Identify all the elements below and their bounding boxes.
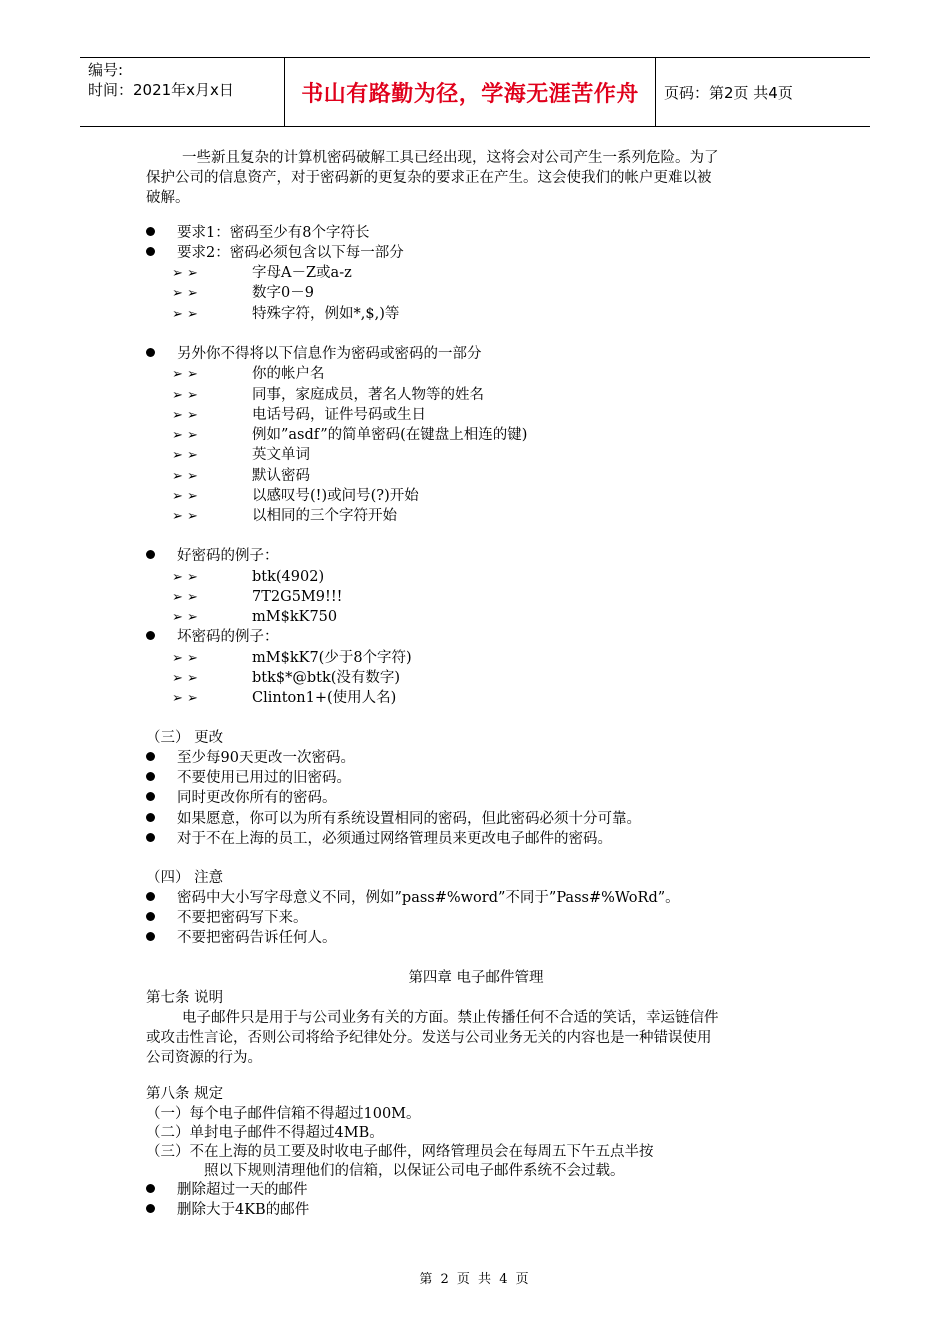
bullet-icon [146,792,155,801]
rule-item: （二）单封电子邮件不得超过4MB。 [146,1125,384,1141]
list-item: 不要把密码告诉任何人。 [146,928,337,948]
bullet-icon [146,833,155,842]
article-title: 第七条 说明 [146,990,224,1006]
bullet-icon [146,813,155,822]
sub-item: ➢ ➢ 以相同的三个字符开始 [172,506,397,527]
arrow-bullet-icon: ➢ ➢ [172,286,198,301]
list-item: 要求1：密码至少有8个字符长 [146,223,369,243]
list-item: 不要把密码写下来。 [146,908,308,928]
bullet-icon [146,892,155,901]
sub-item: ➢ ➢ 以感叹号(!)或问号(?)开始 [172,486,419,507]
sub-item: ➢ ➢ btk(4902) [172,567,324,588]
arrow-bullet-icon: ➢ ➢ [172,448,198,463]
sub-item: ➢ ➢ Clinton1+(使用人名) [172,688,396,709]
arrow-bullet-icon: ➢ ➢ [172,428,198,443]
chapter-title: 第四章 电子邮件管理 [408,970,544,986]
list-item: 不要使用已用过的旧密码。 [146,768,351,788]
sub-item: ➢ ➢ 数字0－9 [172,283,314,304]
number-label: 编号: [88,61,124,79]
arrow-bullet-icon: ➢ ➢ [172,671,198,686]
bullet-icon [146,227,155,236]
bullet-icon [146,247,155,256]
section-title: （三） 更改 [146,730,224,746]
section-title: （四） 注意 [146,870,224,886]
arrow-bullet-icon: ➢ ➢ [172,691,198,706]
rule-item-continued: 照以下规则清理他们的信箱，以保证公司电子邮件系统不会过载。 [204,1163,625,1179]
list-item: 至少每90天更改一次密码。 [146,748,355,768]
list-item: 同时更改你所有的密码。 [146,788,337,808]
arrow-bullet-icon: ➢ ➢ [172,469,198,484]
header-meta [88,60,288,100]
sub-item: ➢ ➢ 例如”asdf”的简单密码(在键盘上相连的键) [172,425,527,446]
arrow-bullet-icon: ➢ ➢ [172,388,198,403]
intro-line: 一些新且复杂的计算机密码破解工具已经出现，这将会对公司产生一系列危险。为了 [182,150,719,166]
list-item: 删除大于4KB的邮件 [146,1200,309,1220]
arrow-bullet-icon: ➢ ➢ [172,651,198,666]
time-label: 时间：2021年x月x日 [88,81,234,99]
list-item: 好密码的例子： [146,546,279,566]
intro-line: 破解。 [146,190,190,206]
arrow-bullet-icon: ➢ ➢ [172,509,198,524]
list-item: 对于不在上海的员工，必须通过网络管理员来更改电子邮件的密码。 [146,829,612,849]
list-item: 另外你不得将以下信息作为密码或密码的一部分 [146,344,482,364]
sub-item: ➢ ➢ mM$kK7(少于8个字符) [172,648,412,669]
list-item: 如果愿意，你可以为所有系统设置相同的密码，但此密码必须十分可靠。 [146,809,641,829]
rule-item: （三）不在上海的员工要及时收电子邮件，网络管理员会在每周五下午五点半按 [146,1144,654,1160]
arrow-bullet-icon: ➢ ➢ [172,266,198,281]
arrow-bullet-icon: ➢ ➢ [172,408,198,423]
bullet-icon [146,550,155,559]
page-header [80,57,870,127]
intro-line: 保护公司的信息资产，对于密码新的更复杂的要求正在产生。这会使我们的帐户更难以被 [146,170,712,186]
bullet-icon [146,752,155,761]
article-title: 第八条 规定 [146,1086,224,1102]
sub-item: ➢ ➢ 特殊字符，例如*,$,)等 [172,304,399,325]
sub-item: ➢ ➢ btk$*@btk(没有数字) [172,668,400,689]
bullet-icon [146,772,155,781]
list-item: 坏密码的例子： [146,627,279,647]
paragraph-line: 公司资源的行为。 [146,1050,262,1066]
bullet-icon [146,1184,155,1193]
arrow-bullet-icon: ➢ ➢ [172,367,198,382]
list-item: 删除超过一天的邮件 [146,1180,308,1200]
bullet-icon [146,932,155,941]
bullet-icon [146,1204,155,1213]
arrow-bullet-icon: ➢ ➢ [172,570,198,585]
header-page-label: 页码：第2页 共4页 [664,83,793,102]
sub-item: ➢ ➢ 7T2G5M9!!! [172,587,342,608]
sub-item: ➢ ➢ mM$kK750 [172,607,337,628]
sub-item: ➢ ➢ 英文单词 [172,445,310,466]
sub-item: ➢ ➢ 你的帐户名 [172,364,325,385]
sub-item: ➢ ➢ 默认密码 [172,466,310,487]
page-footer: 第 2 页 共 4 页 [419,1272,531,1287]
bullet-icon [146,631,155,640]
bullet-icon [146,348,155,357]
sub-item: ➢ ➢ 字母A－Z或a-z [172,263,352,284]
list-item: 密码中大小写字母意义不同，例如”pass#%word”不同于”Pass#%WoRd”。 [146,888,680,908]
arrow-bullet-icon: ➢ ➢ [172,610,198,625]
divider [655,58,656,126]
bullet-icon [146,912,155,921]
arrow-bullet-icon: ➢ ➢ [172,307,198,322]
paragraph-line: 电子邮件只是用于与公司业务有关的方面。禁止传播任何不合适的笑话，幸运链信件 [182,1010,719,1026]
paragraph-line: 或攻击性言论，否则公司将给予纪律处分。发送与公司业务无关的内容也是一种错误使用 [146,1030,712,1046]
arrow-bullet-icon: ➢ ➢ [172,489,198,504]
arrow-bullet-icon: ➢ ➢ [172,590,198,605]
list-item: 要求2：密码必须包含以下每一部分 [146,243,404,263]
sub-item: ➢ ➢ 电话号码，证件号码或生日 [172,405,426,426]
rule-item: （一）每个电子邮件信箱不得超过100M。 [146,1106,421,1122]
header-motto: 书山有路勤为径，学海无涯苦作舟 [301,81,639,107]
sub-item: ➢ ➢ 同事，家庭成员，著名人物等的姓名 [172,385,484,406]
